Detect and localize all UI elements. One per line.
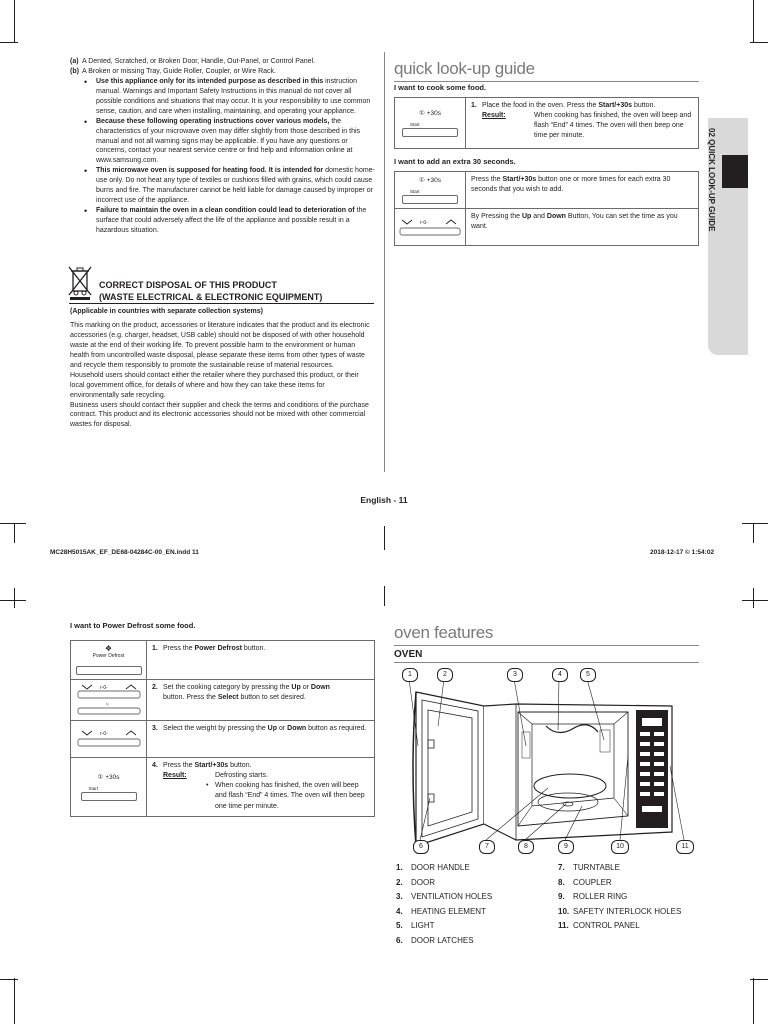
feature-num: 6. xyxy=(396,935,403,945)
features-list-left xyxy=(396,861,492,948)
start-icon: ① xyxy=(418,110,425,117)
bullet-lead: Failure to maintain the oven in a clean condition could lead to deterioration of xyxy=(96,207,355,215)
crop-mark xyxy=(14,523,15,543)
feature-num: 1. xyxy=(396,863,403,872)
step-number: 3. xyxy=(152,725,158,732)
feature-label: TURNTABLE xyxy=(573,863,620,872)
step-text: button as required. xyxy=(306,725,367,732)
crop-mark xyxy=(742,523,768,524)
updown-button-cell xyxy=(395,209,466,246)
crop-mark xyxy=(14,588,15,608)
feature-num: 10. xyxy=(558,906,570,916)
callout-2: 2 xyxy=(437,668,453,682)
page-footer: English - 11 xyxy=(360,495,408,505)
disposal-title xyxy=(99,279,322,303)
updown-buttons-icon[interactable] xyxy=(76,725,142,749)
feature-num: 4. xyxy=(396,906,403,916)
disposal-title-line2: (WASTE ELECTRICAL & ELECTRONIC EQUIPMENT) xyxy=(99,292,323,302)
start-small-label: Start xyxy=(410,189,420,194)
crop-mark xyxy=(750,979,768,980)
button-bar xyxy=(81,792,137,801)
step-text: By Pressing the xyxy=(471,213,522,220)
defrost-button-label: Power Defrost xyxy=(92,653,125,659)
feature-num: 8. xyxy=(558,877,565,887)
step-bold: Up xyxy=(291,684,301,691)
item-marker: (b) xyxy=(70,67,79,75)
crop-mark xyxy=(750,42,768,43)
feature-label: DOOR LATCHES xyxy=(411,935,474,945)
safety-bullet xyxy=(70,117,375,167)
step-bold: Start/+30s xyxy=(502,176,537,183)
feature-item xyxy=(396,861,492,876)
defrost-step-cell xyxy=(147,641,375,680)
step-bold: Start/+30s xyxy=(194,762,229,769)
disposal-paragraph: This marking on the product, accessories or literature indicates that the product and its electronic accessories (e.g. charger, headset, USB cable) should not be disposed of with other household waste at the end of their working life. To prevent possible harm to the environment or human health from uncontrolled waste disposal, please separate these items from other types of waste and recycle them responsibly to promote the sustainable reuse of material resources. xyxy=(70,322,370,369)
crop-mark xyxy=(14,0,15,42)
crop-mark xyxy=(384,586,385,606)
feature-label: COUPLER xyxy=(573,877,612,887)
callout-10: 10 xyxy=(611,840,629,854)
extra-step-cell xyxy=(466,172,699,209)
callout-8: 8 xyxy=(518,840,534,854)
feature-item xyxy=(396,905,492,920)
step-text: button. xyxy=(241,645,266,652)
crop-mark xyxy=(0,979,18,980)
features-list-right xyxy=(558,861,681,934)
step-text: Select the weight by pressing the xyxy=(163,725,268,732)
oven-label: OVEN xyxy=(394,649,423,660)
start-plus30-label: +30s xyxy=(105,774,120,781)
crop-mark xyxy=(0,600,26,601)
updown-button-cell xyxy=(71,721,147,758)
step-bold: Up xyxy=(521,213,532,220)
crop-mark xyxy=(742,600,768,601)
step-bold: Down xyxy=(546,213,566,220)
result-text: When cooking has finished, the oven will beep and flash “End” 4 times. The oven will then beep one time per minute. xyxy=(534,112,692,140)
oven-label-rule xyxy=(394,662,699,663)
feature-item xyxy=(396,890,492,905)
start-button[interactable] xyxy=(79,773,139,801)
feature-num: 3. xyxy=(396,892,403,901)
feature-num: 11. xyxy=(558,921,569,930)
step-text: and xyxy=(531,213,547,220)
result-bullet: • When cooking has finished, the oven will beep and flash “End” 4 times. The oven will then beep one time per minute. xyxy=(206,782,365,810)
defrost-step-cell xyxy=(147,680,375,721)
defrost-step-cell xyxy=(147,758,375,817)
callout-11: 11 xyxy=(676,840,694,854)
feature-num: 9. xyxy=(558,892,565,901)
weee-bin-icon xyxy=(68,265,92,301)
button-bar xyxy=(402,128,458,137)
step-number: 1. xyxy=(471,102,477,109)
disposal-body xyxy=(70,321,375,430)
defrost-button-cell xyxy=(71,641,147,680)
result-text: Defrosting starts. xyxy=(215,772,268,780)
button-bar xyxy=(402,195,458,204)
feature-item xyxy=(558,861,681,876)
step-text: Press the xyxy=(163,762,195,769)
extra-heading: I want to add an extra 30 seconds. xyxy=(394,157,516,166)
step-bold: Select xyxy=(217,694,239,702)
step-text: button. Press the xyxy=(163,694,218,702)
slug-right: 2018-12-17 © 1:54:02 xyxy=(650,549,715,556)
crop-mark xyxy=(0,523,26,524)
callout-9: 9 xyxy=(558,840,574,854)
extra-table xyxy=(394,171,699,246)
feature-item xyxy=(558,876,681,891)
safety-bullet xyxy=(70,77,375,117)
disposal-subtitle: (Applicable in countries with separate collection systems) xyxy=(70,308,263,315)
step-text: Place the food in the oven. Press the xyxy=(482,102,599,109)
feature-item xyxy=(558,890,681,905)
callout-4: 4 xyxy=(552,668,568,682)
result-label: Result: xyxy=(163,772,187,780)
power-defrost-button[interactable] xyxy=(76,645,142,675)
feature-label: DOOR xyxy=(411,877,435,887)
feature-item xyxy=(396,919,492,934)
step-text: or xyxy=(300,684,311,691)
oven-features-title: oven features xyxy=(394,621,699,646)
safety-item-text: A Dented, Scratched, or Broken Door, Handle, Out-Panel, or Control Panel. xyxy=(82,58,316,65)
callout-6: 6 xyxy=(413,840,429,854)
feature-label: LIGHT xyxy=(411,921,435,930)
feature-item xyxy=(396,876,492,891)
step-number: 4. xyxy=(152,762,158,769)
feature-label: DOOR HANDLE xyxy=(411,863,470,872)
feature-num: 2. xyxy=(396,877,403,887)
result-bullet-text: When cooking has finished, the oven will beep and flash “End” 4 times. The oven will then beep one time per minute. xyxy=(215,782,365,810)
callout-3: 3 xyxy=(507,668,523,682)
quick-lookup-title: quick look-up guide xyxy=(394,57,699,82)
step-text: button. xyxy=(632,102,656,109)
svg-text:r‑0‑: r‑0‑ xyxy=(99,684,108,691)
bullet-lead: Use this appliance only for its intended purpose as described in this xyxy=(96,77,324,85)
cook-table xyxy=(394,97,699,149)
updown-buttons-icon[interactable] xyxy=(398,212,462,238)
start-icon: ① xyxy=(418,177,425,184)
chapter-tab-marker xyxy=(722,155,748,188)
step-text: Press the xyxy=(163,645,195,652)
updown-select-buttons-icon[interactable] xyxy=(76,681,142,715)
feature-label: VENTILATION HOLES xyxy=(411,892,493,901)
feature-item xyxy=(558,905,681,920)
safety-text-block xyxy=(70,57,375,236)
start-small-label: Start xyxy=(88,786,99,791)
cook-step-cell xyxy=(466,98,699,149)
start-icon: ① xyxy=(97,774,104,781)
start-small-label: Start xyxy=(410,122,420,127)
result-label: Result: xyxy=(482,112,506,120)
defrost-table xyxy=(70,640,375,817)
defrost-step-cell xyxy=(147,721,375,758)
bullet-text: domestic home-use only. Do not heat any type of textiles or cushions filled with grains, which could cause burns and fire. The manufacturer cannot be held liable for damage caused by improper or incorrect use of the appliance. xyxy=(96,167,375,205)
bullet-text: the characteristics of your microwave oven may differ slightly from those described in this manual and not all warning signs may be applicable. If you have any questions or concerns, contact your nearest service centre or find help and information online at www.samsung.com. xyxy=(96,117,361,165)
crop-mark xyxy=(14,978,15,1024)
svg-text:r‑0‑: r‑0‑ xyxy=(99,730,108,737)
disposal-title-line1: CORRECT DISPOSAL OF THIS PRODUCT xyxy=(99,280,277,290)
select-button-cell xyxy=(71,680,147,721)
crop-mark xyxy=(384,526,385,550)
step-bold: Down xyxy=(287,725,307,732)
button-bar xyxy=(76,666,142,675)
step-text: Set the cooking category by pressing the xyxy=(163,684,292,691)
callout-7: 7 xyxy=(479,840,495,854)
defrost-heading: I want to Power Defrost some food. xyxy=(70,621,196,630)
disposal-paragraph: Household users should contact either the retailer where they purchased this product, or their local government office, for details of where and how they can take these items for environmentally safe recycling. xyxy=(70,371,359,399)
start-button[interactable] xyxy=(400,176,460,204)
start-plus30-label: +30s xyxy=(426,110,442,117)
crop-mark xyxy=(753,978,754,1024)
crop-mark xyxy=(753,588,754,608)
feature-item xyxy=(396,934,492,949)
step-bold: Start/+30s xyxy=(598,102,633,109)
cook-heading: I want to cook some food. xyxy=(394,83,487,92)
start-button-cell xyxy=(395,172,466,209)
bullet-text: the surface that could adversely affect the life of the appliance and possible result in a hazardous situation. xyxy=(96,207,367,234)
crop-mark xyxy=(0,42,18,43)
item-marker: (a) xyxy=(70,58,79,65)
callout-5: 5 xyxy=(580,668,596,682)
feature-label: SAFETY INTERLOCK HOLES xyxy=(573,906,682,916)
step-text: button one or more times for each extra 30 seconds that you wish to add. xyxy=(471,176,671,194)
svg-text:r‑0‑: r‑0‑ xyxy=(420,219,428,226)
defrost-icon: ❖ xyxy=(104,644,113,653)
callout-1: 1 xyxy=(402,668,418,682)
svg-text:/ᵢₗ: /ᵢₗ xyxy=(105,700,108,706)
column-divider xyxy=(384,52,385,472)
step-text: button. xyxy=(228,762,252,769)
crop-mark xyxy=(753,0,754,42)
step-text: Press the xyxy=(471,176,503,183)
step-number: 1. xyxy=(152,645,158,652)
feature-label: CONTROL PANEL xyxy=(573,921,640,930)
feature-label: HEATING ELEMENT xyxy=(411,906,486,916)
step-text: button to set desired. xyxy=(238,694,306,702)
slug-left: MC28H5015AK_EF_DE68-04284C-00_EN.indd 11 xyxy=(50,549,199,556)
step-text: or xyxy=(277,725,288,732)
safety-bullet xyxy=(70,166,375,206)
start-plus30-label: +30s xyxy=(426,177,442,184)
step-bold: Up xyxy=(267,725,278,732)
feature-item xyxy=(558,919,681,934)
chapter-sidebar-label: 02 QUICK LOOK-UP GUIDE xyxy=(707,128,716,232)
step-number: 2. xyxy=(152,684,158,691)
updown-step-cell xyxy=(466,209,699,246)
disposal-rule xyxy=(69,303,374,304)
bullet-lead: This microwave oven is supposed for heating food. It is intended for xyxy=(96,167,324,175)
disposal-paragraph: Business users should contact their supplier and check the terms and conditions of the purchase contract. This product and its electronic accessories should not be mixed with other commercial wastes for disposal. xyxy=(70,401,369,429)
step-bold: Power Defrost xyxy=(194,645,242,652)
safety-bullet xyxy=(70,206,375,236)
feature-num: 5. xyxy=(396,921,403,930)
crop-mark xyxy=(753,523,754,543)
step-bold: Down xyxy=(310,684,330,691)
bullet-text: instruction manual. Warnings and Important Safety Instructions in this manual do not cover all possible conditions and situations that may occur. It is your responsibility to use common sense, caution, and care when installing, maintaining, and operating your appliance. xyxy=(96,77,371,115)
feature-label: ROLLER RING xyxy=(573,892,628,901)
bullet-lead: Because these following operating instructions cover various models, xyxy=(96,117,330,125)
safety-item-text: A Broken or missing Tray, Guide Roller, Coupler, or Wire Rack. xyxy=(82,67,276,75)
oven-diagram xyxy=(398,666,698,854)
start-button-cell xyxy=(71,758,147,817)
step-text: Button, You can set the time as you want. xyxy=(471,213,678,231)
feature-num: 7. xyxy=(558,863,565,872)
start-button[interactable] xyxy=(400,109,460,137)
start-button-cell xyxy=(395,98,466,149)
